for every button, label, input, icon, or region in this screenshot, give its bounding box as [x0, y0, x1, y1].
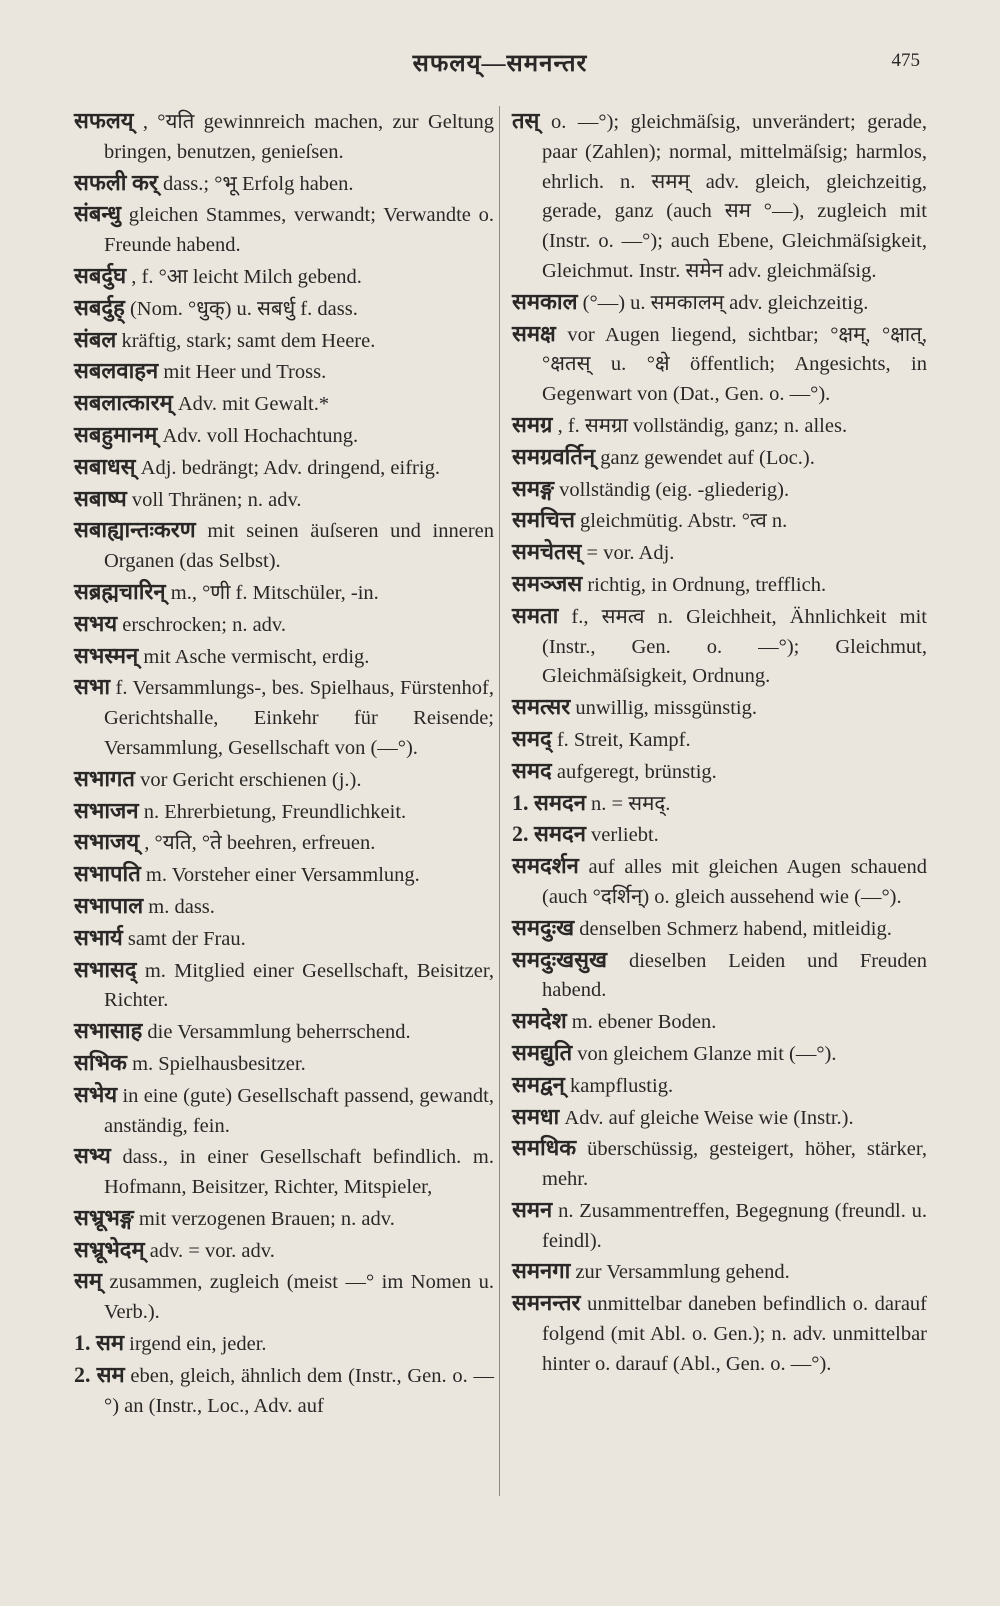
entry-headword: समधिक [512, 1135, 577, 1161]
entry-definition: adv. = vor. adv. [149, 1239, 275, 1262]
entry-headword: सभेय [74, 1081, 118, 1107]
entry-headword: समद [512, 757, 552, 783]
entry-definition: unmittelbar daneben befindlich o. darauf folgend (mit Abl. o. Gen.); n. adv. unmittelbar hinter o. darauf (Abl., Gen. o. —°). [542, 1293, 927, 1375]
entry-definition: m. Vorsteher einer Versammlung. [145, 864, 420, 887]
entry-definition: überschüssig, gesteigert, höher, stärker, mehr. [542, 1138, 927, 1191]
dictionary-entry [512, 819, 927, 851]
entry-headword: सभ्य [74, 1143, 111, 1169]
entry-headword: सफलय् [74, 108, 134, 133]
entry-headword: सम् [74, 1268, 103, 1294]
entry-definition: gleichen Stammes, verwandt; Verwandte o. Freunde habend. [104, 204, 494, 257]
entry-headword: समदुःख [512, 914, 575, 940]
entry-definition: aufgeregt, brünstig. [556, 760, 717, 783]
dictionary-entry [74, 168, 494, 200]
entry-headword: सभागत [74, 765, 135, 791]
entry-definition: unwillig, missgünstig. [575, 697, 758, 720]
entry-definition: auf alles mit gleichen Augen schauend (auch °दर्शिन्) o. gleich aussehend wie (—°). [542, 856, 927, 908]
entry-definition: gleichmütig. Abstr. °त्व n. [580, 510, 788, 533]
dictionary-entry [74, 515, 494, 577]
entry-headword: सबलात्कारम् [74, 390, 173, 416]
dictionary-entry [512, 319, 927, 410]
dictionary-entry [74, 859, 494, 891]
entry-definition: m., °णी f. Mitschüler, -in. [170, 581, 379, 604]
entry-headword: सभाजय् [74, 829, 140, 855]
entry-definition: n. Zusammentreffen, Begegnung (freundl. u. feindl). [542, 1199, 927, 1252]
dictionary-entry [74, 199, 494, 261]
entry-definition: vor Gericht erschienen (j.). [140, 768, 362, 791]
dictionary-entry [512, 410, 927, 442]
entry-headword: 1. सम [74, 1330, 125, 1356]
dictionary-entry [74, 261, 494, 293]
entry-headword: समन [512, 1196, 553, 1222]
dictionary-entry [74, 955, 494, 1017]
entry-headword: सबहुमानम् [74, 421, 158, 447]
entry-definition: f., समत्व n. Gleichheit, Ähnlichkeit mit (Instr., Gen. o. —°); Gleichmut, Gleichmäſsigkeit, Ordnung. [542, 605, 928, 688]
dictionary-entry [74, 1360, 494, 1422]
entry-definition: (Nom. °धुक्) u. सबर्धु f. dass. [129, 297, 358, 320]
dictionary-entry [512, 505, 927, 537]
dictionary-entry [512, 537, 927, 569]
dictionary-entry [74, 609, 494, 641]
entry-headword: समनगा [512, 1258, 571, 1284]
entry-definition: f. Streit, Kampf. [556, 728, 691, 751]
entry-definition: samt der Frau. [127, 927, 246, 950]
dictionary-entry [512, 756, 927, 788]
dictionary-entry [74, 1203, 494, 1235]
entry-headword: समचित्त [512, 507, 575, 533]
entry-definition: verliebt. [591, 824, 659, 847]
dictionary-entry [74, 577, 494, 609]
entry-headword: संबल [74, 326, 117, 352]
entry-headword: समनन्तर [512, 1290, 581, 1316]
entry-definition: zusammen, zugleich (meist —° im Nomen u. Verb.). [104, 1271, 495, 1324]
entry-definition: , f. समग्रा vollständig, ganz; n. alles. [557, 414, 848, 437]
entry-definition: erschrocken; n. adv. [122, 613, 286, 636]
entry-definition: in eine (gute) Gesellschaft passend, gewandt, anständig, fein. [104, 1084, 494, 1137]
entry-definition: m. Spielhausbesitzer. [132, 1052, 306, 1075]
entry-definition: eben, gleich, ähnlich dem (Instr., Gen. o. —°) an (Instr., Loc., Adv. auf [104, 1364, 494, 1417]
dictionary-entry [74, 923, 494, 955]
entry-headword: सबलवाहन [74, 358, 159, 384]
dictionary-entry [74, 891, 494, 923]
entry-headword: समक्ष [512, 320, 556, 346]
dictionary-entry [74, 388, 494, 420]
page-number: 475 [891, 50, 920, 71]
entry-headword: सभ्रूभङ्ग [74, 1204, 134, 1230]
entry-definition: , °यति, °ते beehren, erfreuen. [144, 832, 376, 855]
entry-definition: (°—) u. समकालम् adv. gleichzeitig. [582, 291, 869, 314]
dictionary-entry [74, 827, 494, 859]
entry-headword: 2. समदन [512, 821, 586, 847]
entry-headword: सभस्मन् [74, 642, 139, 668]
dictionary-entry [512, 1133, 927, 1195]
entry-headword: समदर्शन [512, 853, 579, 879]
entry-headword: समधा [512, 1103, 560, 1129]
entry-headword: सभिक [74, 1049, 127, 1075]
dictionary-entry [512, 1006, 927, 1038]
entry-headword: सभाजन [74, 797, 139, 823]
entry-headword: संबन्धु [74, 201, 122, 227]
dictionary-entry [74, 293, 494, 325]
entry-headword: सभ्रूभेदम् [74, 1236, 145, 1262]
entry-definition: dass., in einer Gesellschaft befindlich. m. Hofmann, Beisitzer, Richter, Mitspieler, [104, 1146, 494, 1199]
entry-definition: Adj. bedrängt; Adv. dringend, eifrig. [140, 456, 440, 479]
dictionary-entry [74, 1328, 494, 1360]
dictionary-entry [74, 420, 494, 452]
dictionary-entry [512, 442, 927, 474]
entry-definition: von gleichem Glanze mit (—°). [577, 1042, 837, 1065]
dictionary-entry [512, 692, 927, 724]
entry-definition: denselben Schmerz habend, mitleidig. [579, 917, 892, 940]
entry-headword: समङ्ग [512, 475, 554, 501]
entry-headword: सबाष्प [74, 485, 127, 511]
entry-definition: dieselben Leiden und Freuden habend. [542, 949, 928, 1002]
entry-definition: richtig, in Ordnung, trefflich. [587, 573, 827, 596]
entry-definition: irgend ein, jeder. [129, 1333, 267, 1356]
dictionary-entry [512, 1288, 927, 1379]
entry-headword: तस् [512, 108, 540, 133]
entry-headword: 2. सम [74, 1361, 125, 1387]
dictionary-entry [74, 796, 494, 828]
entry-definition: dass.; °भू Erfolg haben. [162, 172, 354, 195]
dictionary-entry [74, 325, 494, 357]
entry-headword: सभासाह [74, 1018, 143, 1044]
entry-definition: , f. °आ leicht Milch gebend. [131, 265, 362, 288]
entry-definition: mit seinen äuſseren und inneren Organen (das Selbst). [104, 520, 494, 573]
entry-headword: समदुःखसुख [512, 946, 608, 972]
entry-headword: समता [512, 602, 559, 628]
dictionary-entry [74, 452, 494, 484]
running-head: सफलय्—समनन्तर [412, 51, 588, 77]
dictionary-entry [512, 601, 927, 692]
entry-headword: 1. समदन [512, 789, 586, 815]
entry-headword: समद् [512, 725, 552, 751]
dictionary-entry [74, 1266, 494, 1328]
entry-headword: सभापाल [74, 892, 144, 918]
entry-definition: ganz gewendet auf (Loc.). [600, 446, 815, 469]
entry-headword: सभा [74, 674, 111, 700]
entry-headword: समग्रवर्तिन् [512, 443, 596, 469]
entry-headword: समञ्जस [512, 570, 583, 596]
entry-definition: f. Versammlungs-, bes. Spielhaus, Fürstenhof, Gerichtshalle, Einkehr für Reisende; Versammlung, Gesellschaft von (—°). [104, 677, 494, 759]
entry-definition: voll Thränen; n. adv. [131, 488, 302, 511]
dictionary-entry [74, 484, 494, 516]
entry-definition: m. dass. [148, 895, 215, 918]
page-header [0, 42, 1000, 82]
dictionary-entry [512, 913, 927, 945]
dictionary-entry [512, 851, 927, 913]
entry-definition: kampflustig. [570, 1074, 674, 1097]
dictionary-entry [74, 641, 494, 673]
dictionary-entry [512, 1070, 927, 1102]
column-divider [499, 106, 500, 1496]
entry-definition: kräftig, stark; samt dem Heere. [121, 329, 376, 352]
entry-definition: o. —°); gleichmäſsig, unverändert; gerade, paar (Zahlen); normal, mittelmäſsig; harmlos, ehrlich. n. समम् adv. gleich, gleichzeitig, gerade, ganz (auch सम °—), zugleich mit (Instr. o. —°); auch Ebene, Gleichmäſsigkeit, Gleichmut. Instr. समेन adv. gleichmäſsig. [542, 111, 928, 282]
dictionary-entry [74, 764, 494, 796]
right-column [512, 106, 927, 1380]
entry-definition: n. Ehrerbietung, Freundlichkeit. [143, 800, 407, 823]
dictionary-entry [512, 1102, 927, 1134]
dictionary-entry [74, 106, 494, 168]
entry-definition: vor Augen liegend, sichtbar; °क्षम्, °क्षात्, °क्षतस् u. °क्षे öffentlich; Angesichts, in Gegenwart von (Dat., Gen. o. —°). [542, 323, 927, 406]
dictionary-entry [512, 1038, 927, 1070]
entry-definition: = vor. Adj. [586, 542, 675, 565]
entry-definition: vollständig (eig. -gliederig). [559, 478, 790, 501]
entry-definition: zur Versammlung gehend. [575, 1261, 790, 1284]
entry-headword: समचेतस् [512, 539, 582, 565]
entry-headword: समद्वन् [512, 1071, 565, 1097]
entry-definition: m. ebener Boden. [571, 1011, 717, 1034]
entry-headword: सभापति [74, 861, 141, 887]
dictionary-entry [74, 1048, 494, 1080]
entry-headword: सबर्दुह् [74, 294, 125, 320]
entry-headword: समकाल [512, 288, 578, 314]
entry-definition: , °यति gewinnreich machen, zur Geltung bringen, benutzen, genieſsen. [104, 111, 494, 163]
dictionary-entry [512, 1195, 927, 1257]
dictionary-entry [512, 788, 927, 820]
dictionary-entry [74, 1016, 494, 1048]
dictionary-entry [74, 356, 494, 388]
entry-headword: सबर्दुघ [74, 262, 127, 288]
dictionary-entry [74, 1141, 494, 1203]
entry-definition: Adv. auf gleiche Weise wie (Instr.). [564, 1106, 854, 1129]
entry-definition: mit verzogenen Brauen; n. adv. [138, 1207, 395, 1230]
left-column [74, 106, 494, 1421]
entry-definition: die Versammlung beherrschend. [147, 1021, 411, 1044]
dictionary-entry [512, 724, 927, 756]
entry-definition: Adv. mit Gewalt.* [177, 393, 330, 416]
entry-headword: सफली कर् [74, 169, 158, 195]
entry-definition: n. = समद्. [591, 792, 671, 815]
dictionary-entry [512, 569, 927, 601]
entry-headword: समदेश [512, 1008, 567, 1034]
entry-headword: समत्सर [512, 694, 571, 720]
entry-headword: सबाधस् [74, 453, 136, 479]
entry-definition: Adv. voll Hochachtung. [162, 424, 359, 447]
dictionary-entry [512, 1256, 927, 1288]
dictionary-entry [512, 945, 927, 1007]
dictionary-entry [512, 106, 927, 287]
entry-definition: mit Asche vermischt, erdig. [143, 645, 370, 668]
dictionary-entry [74, 1235, 494, 1267]
dictionary-entry [512, 287, 927, 319]
entry-headword: सभय [74, 610, 118, 636]
dictionary-entry [74, 1080, 494, 1142]
entry-headword: सब्रह्मचारिन् [74, 578, 166, 604]
entry-headword: सभासद् [74, 956, 137, 982]
entry-headword: समद्युति [512, 1039, 573, 1065]
entry-definition: m. Mitglied einer Gesellschaft, Beisitzer, Richter. [104, 959, 494, 1012]
dictionary-entry [74, 672, 494, 763]
entry-headword: सबाह्यान्तःकरण [74, 517, 196, 543]
entry-definition: mit Heer und Tross. [163, 361, 327, 384]
entry-headword: सभार्य [74, 924, 123, 950]
dictionary-entry [512, 474, 927, 506]
entry-headword: समग्र [512, 411, 553, 437]
